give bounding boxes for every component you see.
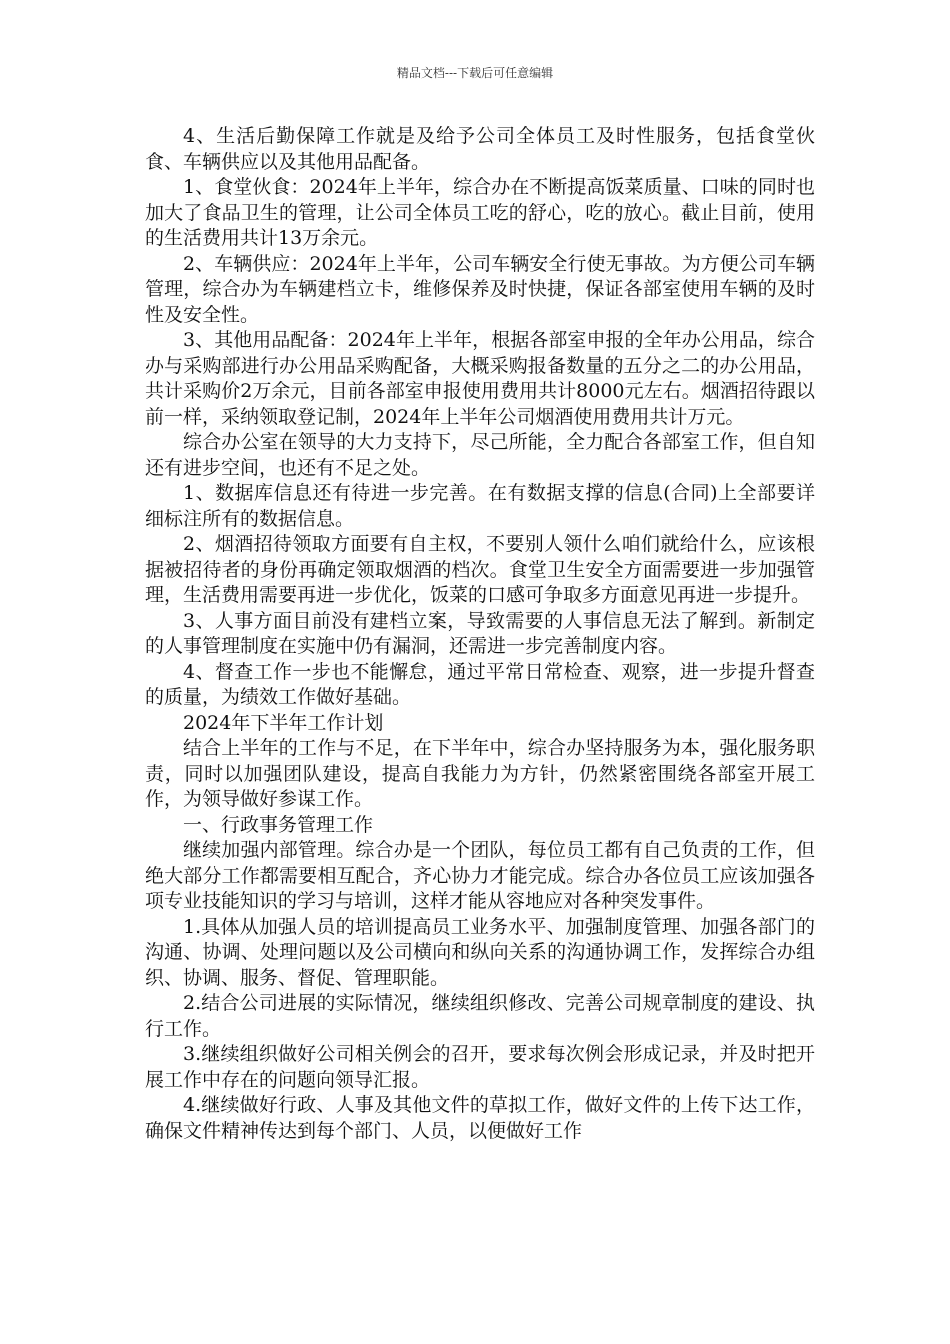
paragraph: 3、人事方面目前没有建档立案，导致需要的人事信息无法了解到。新制定的人事管理制度在实施中仍有漏洞，还需进一步完善制度内容。 bbox=[145, 609, 815, 657]
section-heading: 一、行政事务管理工作 bbox=[183, 813, 374, 836]
section-heading: 2024年下半年工作计划 bbox=[183, 711, 384, 734]
paragraph: 4、生活后勤保障工作就是及给予公司全体员工及时性服务，包括食堂伙食、车辆供应以及其他用品配备。 bbox=[145, 125, 815, 173]
paragraph: 2.结合公司进展的实际情况，继续组织修改、完善公司规章制度的建设、执行工作。 bbox=[145, 992, 815, 1040]
paragraph: 1.具体从加强人员的培训提高员工业务水平、加强制度管理、加强各部门的沟通、协调、处理问题以及公司横向和纵向关系的沟通协调工作，发挥综合办组织、协调、服务、督促、管理职能。 bbox=[145, 915, 815, 989]
paragraph: 3.继续组织做好公司相关例会的召开，要求每次例会形成记录，并及时把开展工作中存在的问题向领导汇报。 bbox=[145, 1043, 815, 1091]
page-header: 精品文档---下载后可任意编辑 bbox=[396, 66, 554, 80]
paragraph: 2、烟酒招待领取方面要有自主权，不要别人领什么咱们就给什么，应该根据被招待者的身份再确定领取烟酒的档次。食堂卫生安全方面需要进一步加强管理，生活费用需要再进一步优化，饭菜的口感可争取多方面意见再进一步提升。 bbox=[145, 533, 815, 606]
paragraph: 4.继续做好行政、人事及其他文件的草拟工作，做好文件的上传下达工作，确保文件精神传达到每个部门、人员，以便做好工作 bbox=[145, 1094, 815, 1142]
paragraph: 2、车辆供应：2024年上半年，公司车辆安全行使无事故。为方便公司车辆管理，综合办为车辆建档立卡，维修保养及时快捷，保证各部室使用车辆的及时性及安全性。 bbox=[145, 252, 815, 326]
paragraph: 结合上半年的工作与不足，在下半年中，综合办坚持服务为本，强化服务职责，同时以加强团队建设，提高自我能力为方针，仍然紧密围绕各部室开展工作，为领导做好参谋工作。 bbox=[145, 737, 815, 810]
paragraph: 综合办公室在领导的大力支持下，尽己所能，全力配合各部室工作，但自知还有进步空间，也还有不足之处。 bbox=[145, 431, 815, 479]
paragraph: 4、督查工作一步也不能懈怠，通过平常日常检查、观察，进一步提升督查的质量，为绩效工作做好基础。 bbox=[145, 660, 815, 708]
paragraph: 1、食堂伙食：2024年上半年，综合办在不断提高饭菜质量、口味的同时也加大了食品卫生的管理，让公司全体员工吃的舒心，吃的放心。截止目前，使用的生活费用共计13万余元。 bbox=[145, 176, 815, 249]
paragraph: 3、其他用品配备：2024年上半年，根据各部室申报的全年办公用品，综合办与采购部进行办公用品采购配备，大概采购报备数量的五分之二的办公用品，共计采购价2万余元，目前各部室申报使用费用共计8000元左右。烟酒招待跟以前一样，采纳领取登记制，2024年上半年公司烟酒使用费用共计万元。 bbox=[145, 329, 815, 428]
document-body bbox=[145, 124, 815, 1144]
paragraph: 1、数据库信息还有待进一步完善。在有数据支撑的信息(合同)上全部要详细标注所有的数据信息。 bbox=[145, 482, 815, 530]
paragraph: 继续加强内部管理。综合办是一个团队，每位员工都有自己负责的工作，但绝大部分工作都需要相互配合，齐心协力才能完成。综合办各位员工应该加强各项专业技能知识的学习与培训，这样才能从容地应对各种突发事件。 bbox=[145, 839, 815, 912]
